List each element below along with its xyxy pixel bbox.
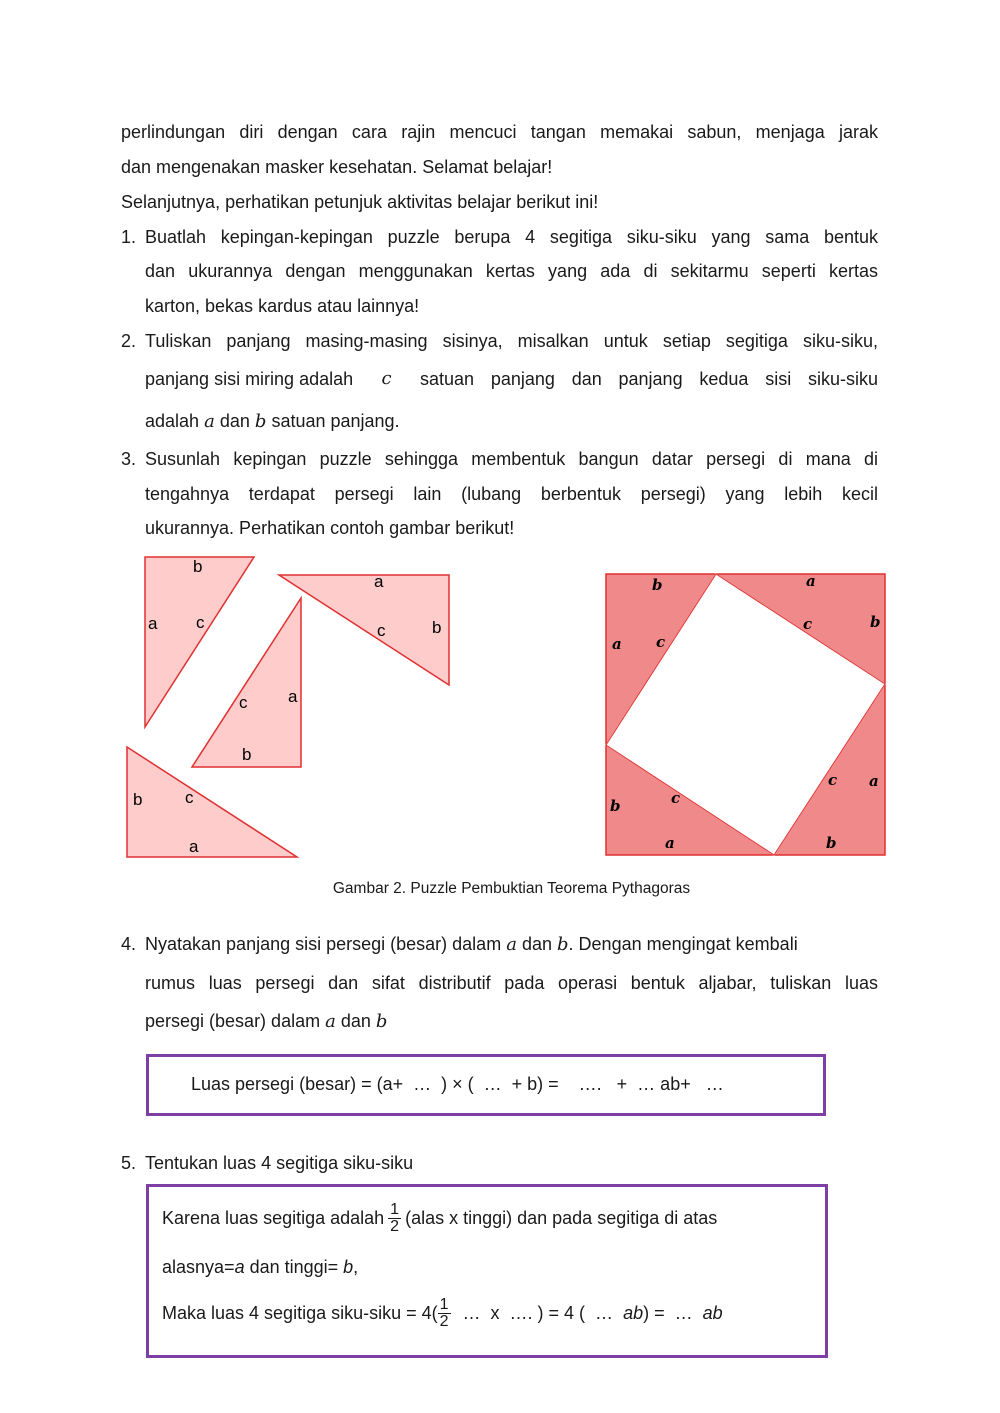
step-2-text-e: satuan panjang. bbox=[271, 411, 400, 431]
step-4-line-2: rumus luas persegi dan sifat distributif pada operasi bentuk aljabar, tuliskan luas bbox=[145, 973, 878, 993]
var-b: b bbox=[254, 411, 267, 432]
step-5-line-1: Tentukan luas 4 segitiga siku-siku bbox=[145, 1153, 414, 1173]
piece-1-label-c: c bbox=[196, 613, 205, 632]
step-1-line-2: dan ukurannya dengan menggunakan kertas yang ada di sekitarmu seperti kertas bbox=[145, 261, 878, 281]
sq-label-a-1: a bbox=[806, 572, 816, 590]
step-3-number: 3. bbox=[121, 449, 137, 469]
step-4 bbox=[121, 931, 878, 1041]
var-b: b bbox=[375, 1011, 388, 1032]
sq-label-c-1: c bbox=[656, 633, 666, 651]
var-a: a bbox=[506, 934, 517, 955]
step-2-text-b: satuan panjang dan panjang kedua sisi siku-siku bbox=[420, 369, 878, 389]
fraction-one-half-2 bbox=[438, 1297, 451, 1330]
piece-2-label-b: b bbox=[432, 618, 442, 637]
box2-text-b: (alas x tinggi) dan pada segitiga di atas bbox=[405, 1207, 718, 1228]
step-2-line-1: Tuliskan panjang masing-masing sisinya, misalkan untuk setiap segitiga siku-siku, bbox=[145, 331, 878, 351]
answer-box-triangles bbox=[146, 1184, 828, 1358]
box2-var-ab-2: ab bbox=[702, 1302, 723, 1323]
step-4-number: 4. bbox=[121, 934, 137, 954]
piece-1-label-a: a bbox=[148, 614, 158, 633]
step-4-text-e: dan bbox=[340, 1011, 371, 1031]
piece-3-label-a: a bbox=[288, 687, 298, 706]
answer-box-area-square-text: Luas persegi (besar) = (a+ … ) × ( … + b) = …. + … ab+ … bbox=[191, 1074, 724, 1094]
box2-line-2 bbox=[162, 1255, 358, 1279]
piece-4-label-c: c bbox=[185, 788, 194, 807]
piece-4-label-a: a bbox=[189, 837, 199, 856]
frac2-denominator: 2 bbox=[439, 1312, 449, 1330]
step-2-number: 2. bbox=[121, 331, 137, 351]
sq-label-b-2: b bbox=[870, 613, 881, 631]
frac-denominator: 2 bbox=[390, 1217, 400, 1235]
step-5-number: 5. bbox=[121, 1153, 137, 1173]
piece-2-shape bbox=[279, 575, 449, 685]
box2-var-a: a bbox=[234, 1257, 245, 1277]
figure-caption: Gambar 2. Puzzle Pembuktian Teorema Pythagoras bbox=[332, 880, 691, 897]
box2-line-1 bbox=[162, 1196, 717, 1240]
sq-label-a-2: a bbox=[612, 635, 622, 653]
box2-text-h: ) = … bbox=[643, 1302, 703, 1323]
step-4-text-a: Nyatakan panjang sisi persegi (besar) dalam bbox=[145, 934, 502, 954]
var-a: a bbox=[325, 1011, 336, 1032]
intro-line-3: Selanjutnya, perhatikan petunjuk aktivitas belajar berikut ini! bbox=[121, 192, 599, 212]
piece-1-label-b: b bbox=[193, 557, 203, 576]
step-5 bbox=[121, 1150, 878, 1176]
fraction-one-half bbox=[388, 1202, 401, 1235]
step-1-number: 1. bbox=[121, 227, 137, 247]
piece-3-label-c: c bbox=[239, 693, 248, 712]
box2-text-g: … x …. ) = 4 ( … bbox=[452, 1302, 624, 1323]
sq-label-c-2: c bbox=[803, 615, 813, 633]
piece-2-label-c: c bbox=[377, 621, 386, 640]
step-1-line-1: Buatlah kepingan-kepingan puzzle berupa 4 segitiga siku-siku yang sama bentuk bbox=[145, 227, 878, 247]
step-3-line-2: tengahnya terdapat persegi lain (lubang berbentuk persegi) yang lebih kecil bbox=[145, 484, 878, 504]
box2-text-e: , bbox=[353, 1257, 359, 1277]
sq-label-c-4: c bbox=[671, 789, 681, 807]
piece-2-label-a: a bbox=[374, 572, 384, 591]
step-1-line-3: karton, bekas kardus atau lainnya! bbox=[145, 296, 420, 316]
assembled-square bbox=[606, 572, 885, 855]
var-a: a bbox=[204, 411, 215, 432]
step-2-text-c: adalah bbox=[145, 411, 200, 431]
piece-2 bbox=[279, 572, 449, 685]
sq-label-b-1: b bbox=[652, 576, 663, 594]
intro-line-2: dan mengenakan masker kesehatan. Selamat belajar! bbox=[121, 157, 553, 177]
step-3-line-1: Susunlah kepingan puzzle sehingga membentuk bangun datar persegi di mana di bbox=[145, 449, 878, 469]
sq-label-b-4: b bbox=[826, 834, 837, 852]
step-4-line-1 bbox=[145, 931, 878, 957]
sq-label-a-3: a bbox=[869, 772, 879, 790]
intro-line-1: perlindungan diri dengan cara rajin mencuci tangan memakai sabun, menjaga jarak bbox=[121, 122, 878, 142]
step-4-line-3 bbox=[145, 1008, 878, 1034]
box2-text-c: alasnya= bbox=[162, 1257, 235, 1277]
step-2-text-d: dan bbox=[219, 411, 250, 431]
var-c: c bbox=[381, 368, 392, 389]
sq-label-a-4: a bbox=[665, 834, 675, 852]
box2-text-a: Karena luas segitiga adalah bbox=[162, 1207, 385, 1228]
frac-numerator: 1 bbox=[390, 1200, 400, 1218]
step-3-line-3: ukurannya. Perhatikan contoh gambar berikut! bbox=[145, 518, 515, 538]
step-4-text-b: dan bbox=[521, 934, 552, 954]
sq-label-c-3: c bbox=[828, 771, 838, 789]
sq-label-b-3: b bbox=[610, 797, 621, 815]
step-4-text-d: persegi (besar) dalam bbox=[145, 1011, 321, 1031]
box2-text-f: Maka luas 4 segitiga siku-siku = 4( bbox=[162, 1302, 438, 1323]
var-b: b bbox=[557, 934, 569, 955]
box2-var-b: b bbox=[343, 1257, 354, 1277]
answer-box-area-square bbox=[146, 1054, 826, 1116]
box2-var-ab-1: ab bbox=[623, 1302, 644, 1323]
step-4-text-c: . Dengan mengingat kembali bbox=[568, 934, 798, 954]
piece-3-label-b: b bbox=[242, 745, 252, 764]
frac2-numerator: 1 bbox=[439, 1295, 449, 1313]
box2-line-3 bbox=[162, 1291, 723, 1335]
piece-4-label-b: b bbox=[133, 790, 143, 809]
box2-text-d: dan tinggi= bbox=[244, 1257, 344, 1277]
step-2-text-a: panjang sisi miring adalah bbox=[145, 369, 354, 389]
